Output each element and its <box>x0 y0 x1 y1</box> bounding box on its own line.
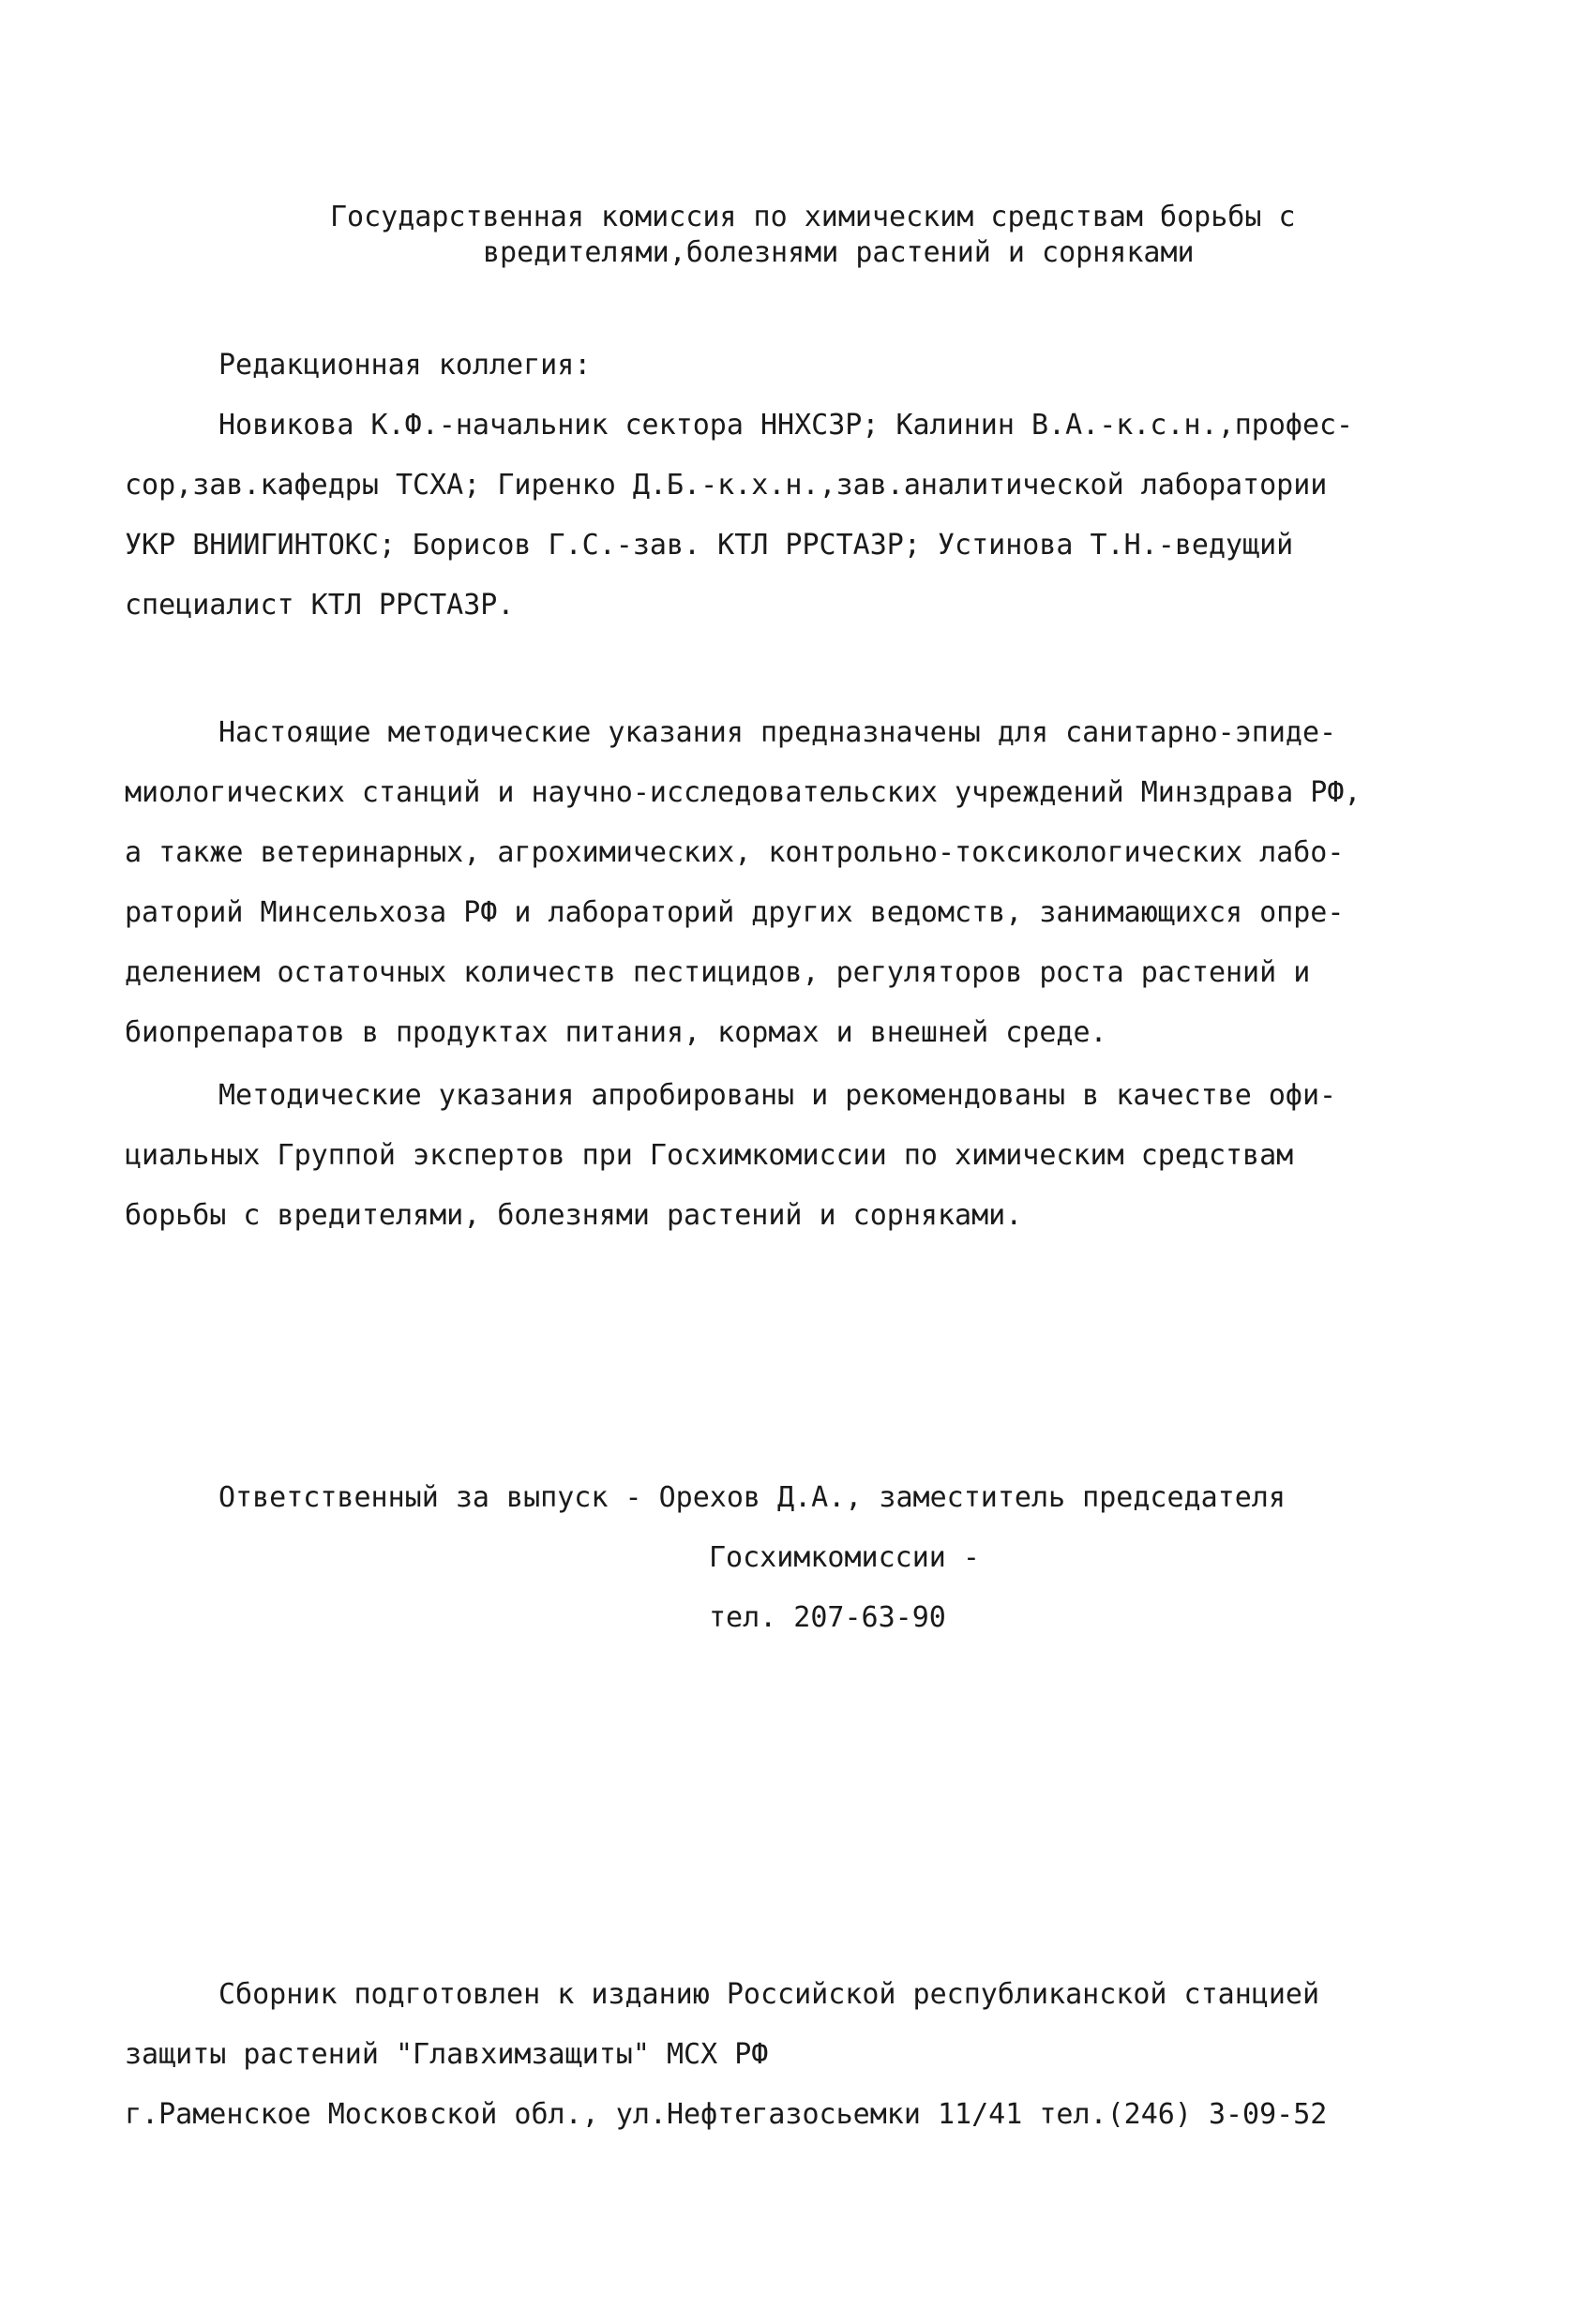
editorial-board-line: сор,зав.кафедры ТСХА; Гиренко Д.Б.-к.х.н.,зав.аналитической лаборатории <box>125 469 1328 502</box>
responsible-organization: Госхимкомиссии - <box>709 1541 980 1574</box>
commission-title-line-2: вредителями,болезнями растений и сорняками <box>483 236 1195 269</box>
purpose-line: делением остаточных количеств пестицидов, регуляторов роста растений и <box>125 956 1311 989</box>
prepared-by-line: защиты растений "Главхимзащиты" МСХ РФ <box>125 2038 769 2071</box>
responsible-phone: тел. 207-63-90 <box>709 1601 946 1634</box>
editorial-board-heading: Редакционная коллегия: <box>218 349 592 382</box>
purpose-line: миологических станций и научно-исследовательских учреждений Минздрава РФ, <box>125 776 1362 809</box>
editorial-board-line: Новикова К.Ф.-начальник сектора ННХСЗР; Калинин В.А.-к.с.н.,профес- <box>218 409 1354 442</box>
purpose-line: а также ветеринарных, агрохимических, контрольно-токсикологических лабо- <box>125 836 1345 869</box>
approval-line: циальных Группой экспертов при Госхимкомиссии по химическим средствам <box>125 1139 1294 1172</box>
approval-line: борьбы с вредителями, болезнями растений и сорняками. <box>125 1199 1023 1232</box>
purpose-line: биопрепаратов в продуктах питания, кормах и внешней среде. <box>125 1016 1107 1049</box>
purpose-line: раторий Минсельхоза РФ и лабораторий других ведомств, занимающихся опре- <box>125 896 1345 929</box>
prepared-address-line: г.Раменское Московской обл., ул.Нефтегазосьемки 11/41 тел.(246) 3-09-52 <box>125 2098 1328 2131</box>
purpose-line: Настоящие методические указания предназначены для санитарно-эпиде- <box>218 716 1337 749</box>
commission-title-line-1: Государственная комиссия по химическим средствам борьбы с <box>330 201 1296 233</box>
editorial-board-line: УКР ВНИИГИНТОКС; Борисов Г.С.-зав. КТЛ РРСТАЗР; Устинова Т.Н.-ведущий <box>125 529 1294 562</box>
editorial-board-line: специалист КТЛ РРСТАЗР. <box>125 589 515 622</box>
prepared-by-line: Сборник подготовлен к изданию Российской республиканской станцией <box>218 1978 1319 2011</box>
approval-line: Методические указания апробированы и рекомендованы в качестве офи- <box>218 1079 1337 1112</box>
responsible-person-line: Ответственный за выпуск - Орехов Д.А., заместитель председателя <box>218 1481 1286 1514</box>
